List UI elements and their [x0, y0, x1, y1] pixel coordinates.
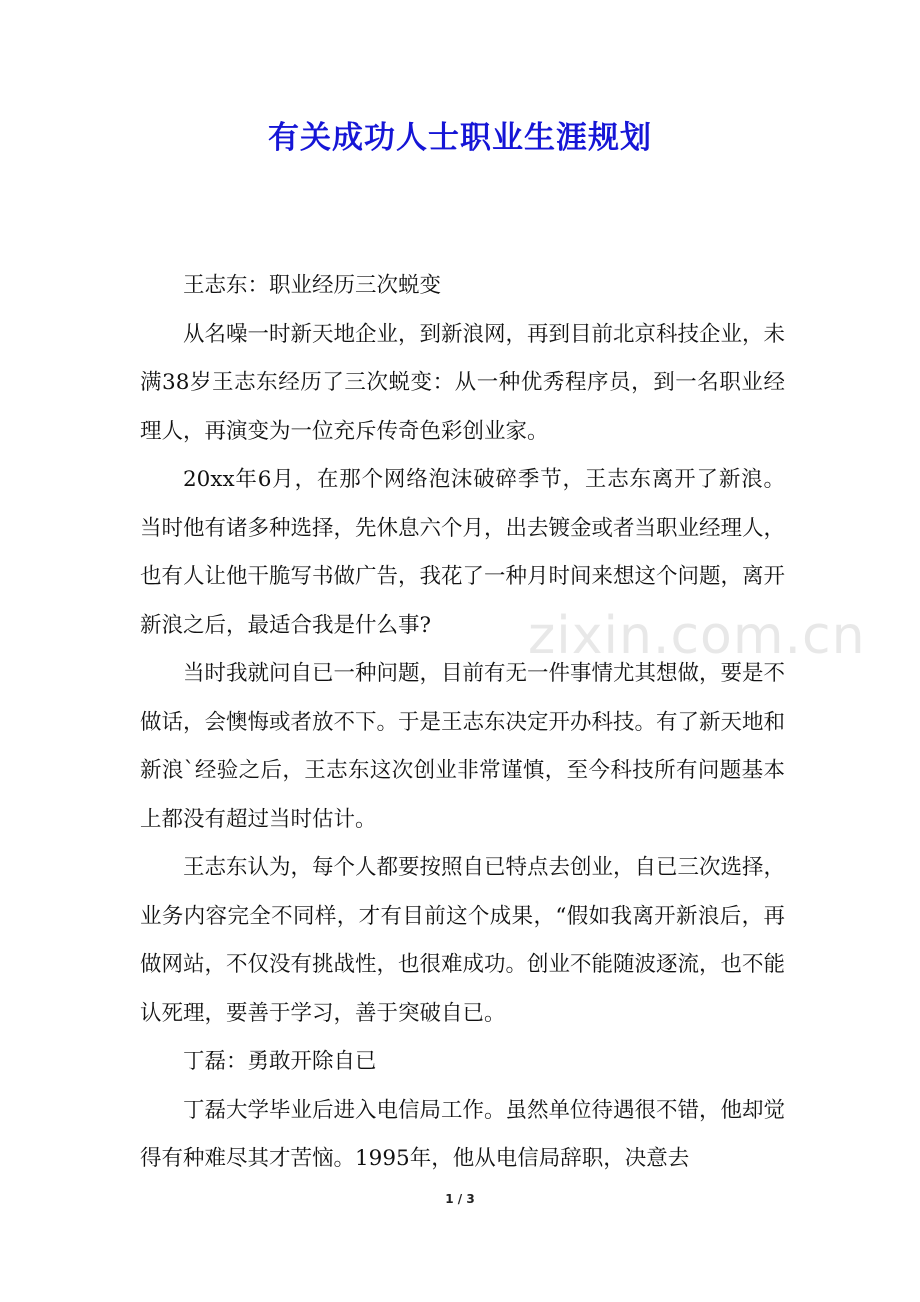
paragraph-heading-ding: 丁磊：勇敢开除自已 — [183, 1049, 377, 1074]
paragraph: 王志东认为，每个人都要按照自已特点去创业，自已三次选择，业务内容完全不同样，才有目前这个成果，“假如我离开新浪后，再做网站，不仅没有挑战性，也很难成功。创业不能随波逐流，也不能认死理，要善于学习，善于突破自已。 — [140, 855, 786, 1026]
paragraph: 当时我就问自已一种问题，目前有无一件事情尤其想做，要是不做话，会懊悔或者放不下。于是王志东决定开办科技。有了新天地和新浪`经验之后，王志东这次创业非常谨慎，至今科技所有问题基本上都没有超过当时估计。 — [140, 661, 786, 832]
paragraph: 从名噪一时新天地企业，到新浪网，再到目前北京科技企业，未满38岁王志东经历了三次蜕变：从一种优秀程序员，到一名职业经理人，再演变为一位充斥传奇色彩创业家。 — [140, 321, 786, 444]
document-body — [140, 262, 785, 1184]
watermark: zixin.com.cn — [528, 606, 866, 666]
paragraph: 丁磊大学毕业后进入电信局工作。虽然单位待遇很不错，他却觉得有种难尽其才苦恼。1995年，他从电信局辞职，决意去 — [140, 1097, 786, 1171]
page-indicator: 1 / 3 — [445, 1192, 475, 1206]
paragraph: 20xx年6月，在那个网络泡沫破碎季节，王志东离开了新浪。当时他有诸多种选择，先休息六个月，出去镀金或者当职业经理人，也有人让他干脆写书做广告，我花了一种月时间来想这个问题，离开新浪之后，最适合我是什么事? — [140, 467, 786, 638]
paragraph-heading-wang: 王志东：职业经历三次蜕变 — [183, 273, 442, 298]
document-title: 有关成功人士职业生涯规划 — [268, 120, 652, 156]
